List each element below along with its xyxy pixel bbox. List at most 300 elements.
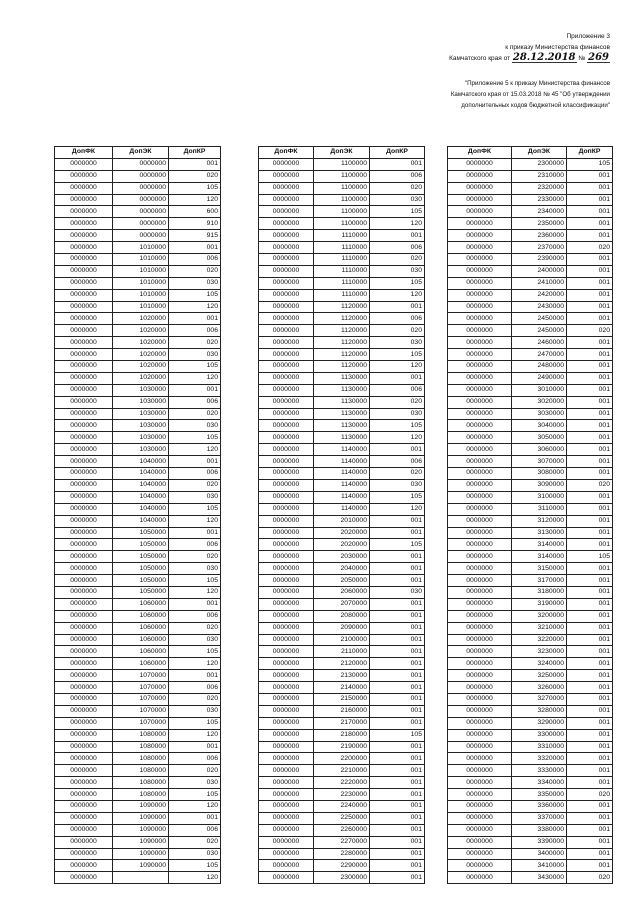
dopek-cell: 3250000 bbox=[512, 670, 567, 682]
dopek-cell: 1130000 bbox=[314, 420, 370, 432]
dopkr-cell: 001 bbox=[567, 800, 613, 812]
dopek-cell: 1110000 bbox=[314, 265, 370, 277]
dopfk-cell: 0000000 bbox=[259, 503, 314, 515]
dopek-cell: 3360000 bbox=[512, 800, 567, 812]
dopek-cell: 2460000 bbox=[512, 337, 567, 349]
dopkr-cell: 020 bbox=[169, 337, 221, 349]
dopfk-cell: 0000000 bbox=[55, 610, 113, 622]
dopkr-cell: 120 bbox=[370, 432, 425, 444]
dopkr-cell: 120 bbox=[370, 218, 425, 230]
dopfk-cell: 0000000 bbox=[448, 634, 512, 646]
dopkr-cell: 001 bbox=[370, 741, 425, 753]
column-header: ДопФК bbox=[448, 147, 512, 159]
table-row bbox=[259, 277, 425, 289]
dopkr-cell: 020 bbox=[567, 325, 613, 337]
dopkr-cell: 001 bbox=[567, 420, 613, 432]
table-row bbox=[448, 444, 613, 456]
table-row bbox=[448, 551, 613, 563]
table-row bbox=[259, 349, 425, 361]
dopfk-cell: 0000000 bbox=[259, 872, 314, 884]
dopkr-cell: 105 bbox=[370, 729, 425, 741]
dopkr-cell: 006 bbox=[169, 610, 221, 622]
table-row bbox=[259, 206, 425, 218]
dopkr-cell: 001 bbox=[169, 527, 221, 539]
dopfk-cell: 0000000 bbox=[55, 670, 113, 682]
dopkr-cell: 120 bbox=[370, 361, 425, 373]
dopkr-cell: 030 bbox=[169, 705, 221, 717]
dopfk-cell: 0000000 bbox=[448, 479, 512, 491]
column-header: ДопЭК bbox=[314, 147, 370, 159]
dopek-cell: 2020000 bbox=[314, 539, 370, 551]
dopek-cell: 2270000 bbox=[314, 836, 370, 848]
table-row bbox=[55, 824, 221, 836]
dopek-cell: 3080000 bbox=[512, 468, 567, 480]
table-row bbox=[259, 313, 425, 325]
dopkr-cell: 006 bbox=[169, 753, 221, 765]
dopfk-cell: 0000000 bbox=[55, 444, 113, 456]
table-row bbox=[259, 479, 425, 491]
dopfk-cell: 0000000 bbox=[259, 479, 314, 491]
dopek-cell: 3070000 bbox=[512, 456, 567, 468]
dopkr-cell: 105 bbox=[370, 349, 425, 361]
dopfk-cell: 0000000 bbox=[448, 206, 512, 218]
column-header: ДопЭК bbox=[113, 147, 169, 159]
table-row bbox=[448, 800, 613, 812]
dopek-cell: 2390000 bbox=[512, 254, 567, 266]
dopkr-cell: 006 bbox=[169, 468, 221, 480]
dopkr-cell: 001 bbox=[370, 575, 425, 587]
table-row bbox=[55, 848, 221, 860]
dopek-cell: 2370000 bbox=[512, 242, 567, 254]
dopek-cell: 1040000 bbox=[113, 515, 169, 527]
dopkr-cell: 001 bbox=[169, 313, 221, 325]
dopfk-cell: 0000000 bbox=[448, 254, 512, 266]
dopkr-cell: 001 bbox=[370, 765, 425, 777]
dopek-cell: 3200000 bbox=[512, 610, 567, 622]
dopek-cell: 3280000 bbox=[512, 705, 567, 717]
dopfk-cell: 0000000 bbox=[259, 349, 314, 361]
table-row bbox=[259, 777, 425, 789]
dopfk-cell: 0000000 bbox=[448, 539, 512, 551]
handwritten-number: 269 bbox=[588, 52, 609, 63]
dopfk-cell: 0000000 bbox=[55, 515, 113, 527]
table-row bbox=[448, 170, 613, 182]
dopfk-cell: 0000000 bbox=[448, 812, 512, 824]
dopfk-cell: 0000000 bbox=[55, 277, 113, 289]
dopfk-cell: 0000000 bbox=[55, 420, 113, 432]
dopfk-cell: 0000000 bbox=[448, 836, 512, 848]
dopek-cell: 3100000 bbox=[512, 491, 567, 503]
table-row bbox=[448, 230, 613, 242]
table-row bbox=[448, 705, 613, 717]
dopfk-cell: 0000000 bbox=[55, 658, 113, 670]
table-row bbox=[448, 301, 613, 313]
dopfk-cell: 0000000 bbox=[259, 741, 314, 753]
dopfk-cell: 0000000 bbox=[448, 182, 512, 194]
dopfk-cell: 0000000 bbox=[55, 313, 113, 325]
dopfk-cell: 0000000 bbox=[55, 598, 113, 610]
dopek-cell: 2230000 bbox=[314, 789, 370, 801]
table-row bbox=[448, 824, 613, 836]
dopkr-cell: 001 bbox=[370, 705, 425, 717]
dopkr-cell: 120 bbox=[169, 658, 221, 670]
table-row bbox=[259, 456, 425, 468]
table-row bbox=[55, 242, 221, 254]
table-row bbox=[259, 194, 425, 206]
dopek-cell: 1020000 bbox=[113, 361, 169, 373]
table-row bbox=[55, 432, 221, 444]
dopek-cell: 1120000 bbox=[314, 337, 370, 349]
dopek-cell: 3340000 bbox=[512, 777, 567, 789]
column-header: ДопФК bbox=[259, 147, 314, 159]
table-row bbox=[55, 563, 221, 575]
dopfk-cell: 0000000 bbox=[55, 765, 113, 777]
dopek-cell: 0000000 bbox=[113, 230, 169, 242]
table-row bbox=[448, 242, 613, 254]
table-row bbox=[259, 289, 425, 301]
dopkr-cell: 001 bbox=[567, 313, 613, 325]
dopkr-cell: 001 bbox=[567, 705, 613, 717]
dopek-cell: 1070000 bbox=[113, 717, 169, 729]
dopkr-cell: 001 bbox=[567, 515, 613, 527]
dopkr-cell: 001 bbox=[370, 622, 425, 634]
dopfk-cell: 0000000 bbox=[448, 527, 512, 539]
dopfk-cell: 0000000 bbox=[259, 218, 314, 230]
dopkr-cell: 001 bbox=[370, 598, 425, 610]
dopek-cell: 1010000 bbox=[113, 254, 169, 266]
dopfk-cell: 0000000 bbox=[448, 765, 512, 777]
dopfk-cell: 0000000 bbox=[55, 265, 113, 277]
dopfk-cell: 0000000 bbox=[55, 456, 113, 468]
dopfk-cell: 0000000 bbox=[55, 824, 113, 836]
dopek-cell: 1060000 bbox=[113, 598, 169, 610]
table-row bbox=[259, 539, 425, 551]
dopkr-cell: 020 bbox=[567, 479, 613, 491]
dopkr-cell: 105 bbox=[370, 491, 425, 503]
dopek-cell: 3130000 bbox=[512, 527, 567, 539]
dopfk-cell: 0000000 bbox=[448, 265, 512, 277]
dopkr-cell: 030 bbox=[370, 337, 425, 349]
table-row bbox=[55, 408, 221, 420]
dopkr-cell: 020 bbox=[370, 182, 425, 194]
dopek-cell: 2220000 bbox=[314, 777, 370, 789]
dopkr-cell: 001 bbox=[370, 682, 425, 694]
dopek-cell: 1090000 bbox=[113, 824, 169, 836]
header-line-3-prefix: Камчатского края от bbox=[449, 55, 511, 62]
table-row bbox=[259, 254, 425, 266]
dopkr-cell: 105 bbox=[169, 289, 221, 301]
dopek-cell: 2180000 bbox=[314, 729, 370, 741]
dopek-cell: 1140000 bbox=[314, 479, 370, 491]
dopek-cell: 1050000 bbox=[113, 527, 169, 539]
dopek-cell: 3410000 bbox=[512, 860, 567, 872]
dopek-cell: 1110000 bbox=[314, 230, 370, 242]
table-row bbox=[259, 872, 425, 884]
dopkr-cell: 001 bbox=[567, 384, 613, 396]
dopek-cell: 1040000 bbox=[113, 503, 169, 515]
dopfk-cell: 0000000 bbox=[55, 836, 113, 848]
dopek-cell: 2120000 bbox=[314, 658, 370, 670]
table-row bbox=[259, 551, 425, 563]
dopkr-cell: 120 bbox=[169, 372, 221, 384]
dopkr-cell: 001 bbox=[567, 622, 613, 634]
dopfk-cell: 0000000 bbox=[448, 432, 512, 444]
dopkr-cell: 001 bbox=[169, 598, 221, 610]
dopkr-cell: 105 bbox=[370, 539, 425, 551]
dopek-cell: 1070000 bbox=[113, 693, 169, 705]
dopfk-cell: 0000000 bbox=[448, 563, 512, 575]
dopkr-cell: 001 bbox=[567, 717, 613, 729]
table-row bbox=[448, 206, 613, 218]
table-row bbox=[448, 789, 613, 801]
dopkr-cell: 001 bbox=[370, 836, 425, 848]
dopkr-cell: 001 bbox=[567, 753, 613, 765]
dopek-cell: 1040000 bbox=[113, 456, 169, 468]
dopfk-cell: 0000000 bbox=[448, 682, 512, 694]
dopek-cell: 1100000 bbox=[314, 170, 370, 182]
dopek-cell: 1100000 bbox=[314, 182, 370, 194]
dopek-cell: 1140000 bbox=[314, 468, 370, 480]
dopfk-cell: 0000000 bbox=[259, 194, 314, 206]
dopek-cell: 3050000 bbox=[512, 432, 567, 444]
table-row bbox=[448, 396, 613, 408]
dopfk-cell: 0000000 bbox=[259, 729, 314, 741]
dopfk-cell: 0000000 bbox=[448, 610, 512, 622]
dopfk-cell: 0000000 bbox=[448, 230, 512, 242]
dopfk-cell: 0000000 bbox=[259, 265, 314, 277]
dopfk-cell: 0000000 bbox=[55, 325, 113, 337]
dopkr-cell: 001 bbox=[567, 218, 613, 230]
table-row bbox=[259, 503, 425, 515]
dopfk-cell: 0000000 bbox=[259, 610, 314, 622]
table-row bbox=[55, 206, 221, 218]
table-row bbox=[55, 420, 221, 432]
dopfk-cell: 0000000 bbox=[55, 693, 113, 705]
dopkr-cell: 120 bbox=[169, 729, 221, 741]
dopkr-cell: 001 bbox=[567, 658, 613, 670]
code-table-1 bbox=[54, 146, 221, 884]
table-row bbox=[259, 848, 425, 860]
table-row bbox=[55, 158, 221, 170]
table-row bbox=[55, 836, 221, 848]
dopfk-cell: 0000000 bbox=[55, 301, 113, 313]
dopfk-cell: 0000000 bbox=[259, 800, 314, 812]
dopek-cell: 1050000 bbox=[113, 551, 169, 563]
dopkr-cell: 105 bbox=[169, 717, 221, 729]
dopkr-cell: 030 bbox=[169, 349, 221, 361]
dopkr-cell: 001 bbox=[567, 575, 613, 587]
dopkr-cell: 020 bbox=[169, 836, 221, 848]
dopfk-cell: 0000000 bbox=[448, 800, 512, 812]
dopek-cell: 1120000 bbox=[314, 325, 370, 337]
dopek-cell: 1080000 bbox=[113, 741, 169, 753]
table-row bbox=[55, 170, 221, 182]
table-row bbox=[448, 848, 613, 860]
table-row bbox=[448, 325, 613, 337]
dopek-cell: 1130000 bbox=[314, 432, 370, 444]
dopfk-cell: 0000000 bbox=[55, 527, 113, 539]
dopfk-cell: 0000000 bbox=[259, 812, 314, 824]
dopek-cell: 1030000 bbox=[113, 444, 169, 456]
table-row bbox=[55, 337, 221, 349]
dopkr-cell: 030 bbox=[370, 194, 425, 206]
table-row bbox=[55, 265, 221, 277]
table-row bbox=[55, 765, 221, 777]
dopkr-cell: 020 bbox=[169, 479, 221, 491]
handwritten-date: 28.12.2018 bbox=[512, 52, 576, 63]
table-row bbox=[55, 693, 221, 705]
dopek-cell: 3220000 bbox=[512, 634, 567, 646]
dopfk-cell: 0000000 bbox=[448, 658, 512, 670]
dopek-cell: 1030000 bbox=[113, 408, 169, 420]
dopkr-cell: 030 bbox=[169, 491, 221, 503]
table-row bbox=[259, 420, 425, 432]
dopfk-cell: 0000000 bbox=[259, 824, 314, 836]
dopek-cell: 1130000 bbox=[314, 396, 370, 408]
dopfk-cell: 0000000 bbox=[448, 693, 512, 705]
dopfk-cell: 0000000 bbox=[448, 313, 512, 325]
dopkr-cell: 001 bbox=[370, 444, 425, 456]
table-row bbox=[259, 408, 425, 420]
table-row bbox=[55, 789, 221, 801]
dopkr-cell: 001 bbox=[370, 860, 425, 872]
table-row bbox=[448, 836, 613, 848]
dopfk-cell: 0000000 bbox=[55, 575, 113, 587]
dopek-cell: 1090000 bbox=[113, 836, 169, 848]
table-row bbox=[448, 860, 613, 872]
dopek-cell: 3310000 bbox=[512, 741, 567, 753]
dopkr-cell: 120 bbox=[169, 444, 221, 456]
table-row bbox=[448, 872, 613, 884]
dopek-cell: 3010000 bbox=[512, 384, 567, 396]
dopkr-cell: 006 bbox=[169, 824, 221, 836]
dopfk-cell: 0000000 bbox=[448, 753, 512, 765]
dopek-cell: 1140000 bbox=[314, 456, 370, 468]
dopek-cell: 2350000 bbox=[512, 218, 567, 230]
table-row bbox=[55, 670, 221, 682]
table-row bbox=[55, 872, 221, 884]
table-row bbox=[259, 729, 425, 741]
code-table-2 bbox=[258, 146, 425, 884]
table-row bbox=[55, 682, 221, 694]
dopfk-cell: 0000000 bbox=[259, 789, 314, 801]
table-row bbox=[259, 170, 425, 182]
table-row bbox=[448, 254, 613, 266]
dopfk-cell: 0000000 bbox=[448, 301, 512, 313]
dopfk-cell: 0000000 bbox=[55, 218, 113, 230]
table-row bbox=[55, 372, 221, 384]
dopfk-cell: 0000000 bbox=[55, 503, 113, 515]
dopkr-cell: 910 bbox=[169, 218, 221, 230]
table-row bbox=[55, 254, 221, 266]
header-line-3-number-sign: № bbox=[578, 55, 586, 62]
table-row bbox=[259, 301, 425, 313]
dopfk-cell: 0000000 bbox=[448, 491, 512, 503]
dopek-cell: 1110000 bbox=[314, 242, 370, 254]
dopek-cell: 1120000 bbox=[314, 301, 370, 313]
dopkr-cell: 001 bbox=[567, 539, 613, 551]
table-row bbox=[55, 230, 221, 242]
dopkr-cell: 020 bbox=[169, 408, 221, 420]
table-row bbox=[55, 349, 221, 361]
dopek-cell: 2040000 bbox=[314, 563, 370, 575]
table-row bbox=[259, 765, 425, 777]
dopek-cell: 1080000 bbox=[113, 789, 169, 801]
dopek-cell: 3020000 bbox=[512, 396, 567, 408]
table-row bbox=[259, 812, 425, 824]
dopek-cell: 3120000 bbox=[512, 515, 567, 527]
table-row bbox=[55, 622, 221, 634]
dopek-cell: 3090000 bbox=[512, 479, 567, 491]
dopfk-cell: 0000000 bbox=[448, 289, 512, 301]
dopkr-cell: 001 bbox=[370, 646, 425, 658]
dopkr-cell: 001 bbox=[370, 800, 425, 812]
dopek-cell: 3140000 bbox=[512, 551, 567, 563]
table-row bbox=[259, 670, 425, 682]
dopfk-cell: 0000000 bbox=[448, 372, 512, 384]
header-line-4: "Приложение 5 к приказу Министерства финансов bbox=[464, 80, 610, 87]
dopfk-cell: 0000000 bbox=[55, 230, 113, 242]
dopkr-cell: 020 bbox=[370, 468, 425, 480]
dopfk-cell: 0000000 bbox=[259, 206, 314, 218]
table-row bbox=[55, 527, 221, 539]
column-header: ДопФК bbox=[55, 147, 113, 159]
table-row bbox=[55, 325, 221, 337]
dopfk-cell: 0000000 bbox=[55, 729, 113, 741]
table-row bbox=[448, 432, 613, 444]
dopek-cell: 1020000 bbox=[113, 372, 169, 384]
table-row bbox=[448, 289, 613, 301]
dopfk-cell: 0000000 bbox=[448, 515, 512, 527]
dopfk-cell: 0000000 bbox=[55, 158, 113, 170]
table-row bbox=[55, 646, 221, 658]
dopek-cell: 2320000 bbox=[512, 182, 567, 194]
dopfk-cell: 0000000 bbox=[259, 242, 314, 254]
dopfk-cell: 0000000 bbox=[259, 372, 314, 384]
dopkr-cell: 120 bbox=[370, 289, 425, 301]
dopfk-cell: 0000000 bbox=[448, 717, 512, 729]
dopkr-cell: 006 bbox=[370, 456, 425, 468]
dopek-cell: 1010000 bbox=[113, 301, 169, 313]
dopek-cell: 1120000 bbox=[314, 361, 370, 373]
dopek-cell: 3040000 bbox=[512, 420, 567, 432]
dopkr-cell: 030 bbox=[169, 563, 221, 575]
table-row bbox=[55, 860, 221, 872]
table-row bbox=[55, 598, 221, 610]
dopkr-cell: 001 bbox=[567, 586, 613, 598]
table-row bbox=[55, 301, 221, 313]
dopek-cell: 3030000 bbox=[512, 408, 567, 420]
dopfk-cell: 0000000 bbox=[55, 812, 113, 824]
dopek-cell: 1130000 bbox=[314, 384, 370, 396]
dopfk-cell: 0000000 bbox=[259, 693, 314, 705]
table-row bbox=[259, 384, 425, 396]
table-row bbox=[55, 705, 221, 717]
dopek-cell: 1030000 bbox=[113, 384, 169, 396]
dopkr-cell: 001 bbox=[370, 527, 425, 539]
dopek-cell: 1120000 bbox=[314, 313, 370, 325]
dopfk-cell: 0000000 bbox=[55, 741, 113, 753]
dopek-cell: 3210000 bbox=[512, 622, 567, 634]
dopfk-cell: 0000000 bbox=[448, 598, 512, 610]
dopfk-cell: 0000000 bbox=[448, 872, 512, 884]
table-row bbox=[448, 575, 613, 587]
dopfk-cell: 0000000 bbox=[448, 622, 512, 634]
dopfk-cell: 0000000 bbox=[448, 789, 512, 801]
table-row bbox=[259, 182, 425, 194]
table-row bbox=[55, 313, 221, 325]
dopkr-cell: 001 bbox=[567, 230, 613, 242]
